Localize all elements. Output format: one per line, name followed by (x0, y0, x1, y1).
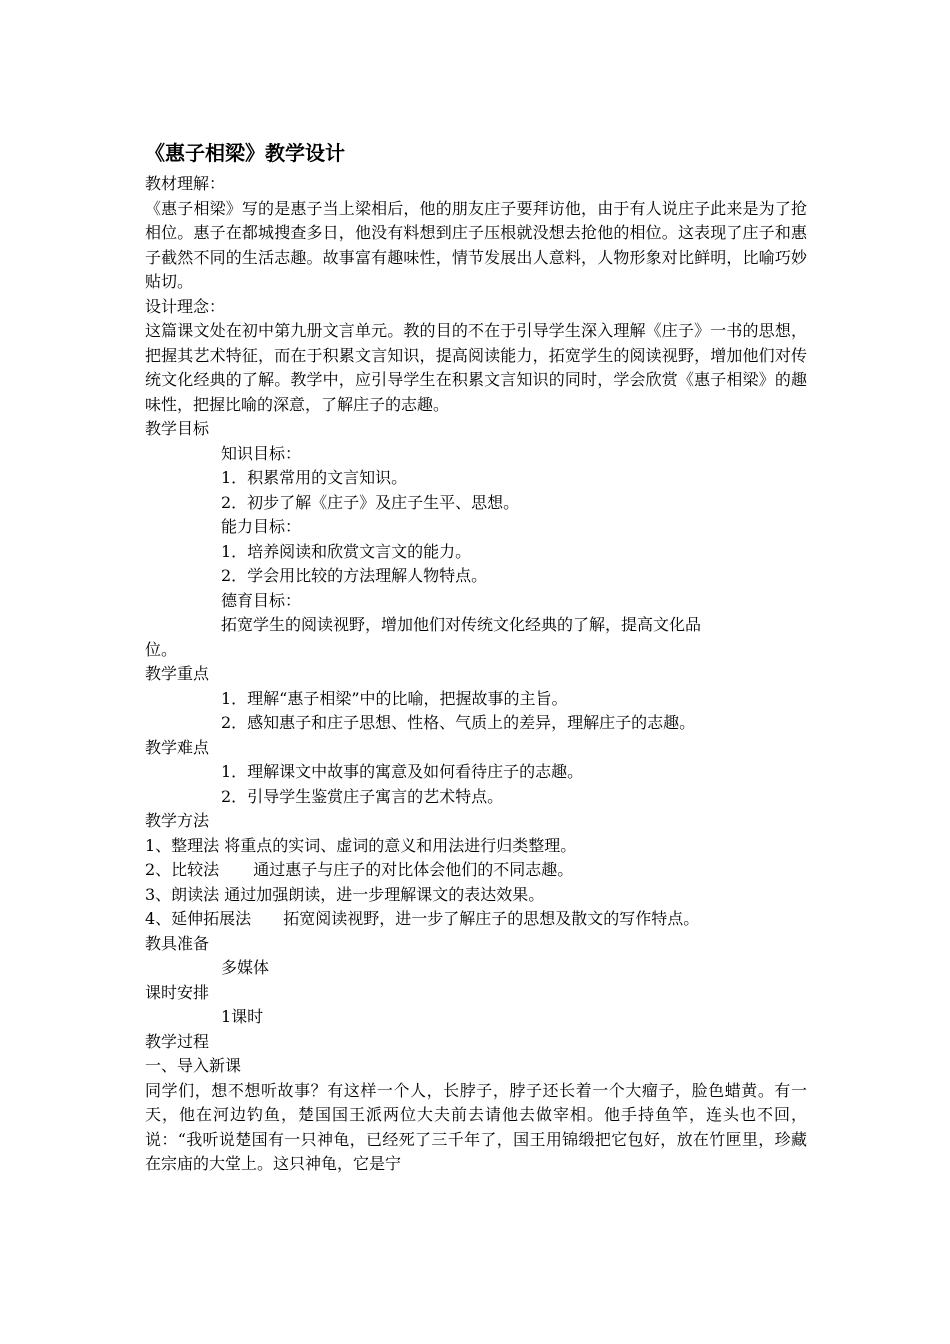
process-step-heading: 一、导入新课 (145, 1056, 242, 1075)
paragraph-introduction: 同学们，想不想听故事？有这样一个人，长脖子，脖子还长着一个大瘤子，脸色蜡黄。有一天，他在河边钓鱼，楚国国王派两位大夫前去请他去做宰相。他手持鱼竿，连头也不回，说：“我听说楚国有一只神龟，已经死了三千年了，国王用锦缎把它包好，放在竹匣里，珍藏在宗庙的大堂上。这只神龟，它是宁 (145, 1080, 807, 1173)
ability-goal-label: 能力目标： (221, 517, 302, 536)
paragraph-concept: 这篇课文处在初中第九册文言单元。教的目的不在于引导学生深入理解《庄子》一书的思想，把握其艺术特征，而在于积累文言知识，提高阅读能力，拓宽学生的阅读视野，增加他们对传统文化经典的了解。教学中，应引导学生在积累文言知识的同时，学会欣赏《惠子相梁》的趣味性，把握比喻的深意，了解庄子的志趣。 (145, 321, 807, 414)
document-body (145, 138, 807, 1177)
method-item: 3、朗读法 通过加强朗读，进一步理解课文的表达效果。 (145, 884, 545, 904)
knowledge-goal-item: 2．初步了解《庄子》及庄子生平、思想。 (221, 492, 520, 512)
section-heading-key-points: 教学重点 (145, 664, 210, 683)
moral-goal-text: 拓宽学生的阅读视野，增加他们对传统文化经典的了解，提高文化品 (221, 615, 702, 634)
moral-goal-label: 德育目标： (221, 590, 302, 610)
paragraph-material: 《惠子相梁》写的是惠子当上梁相后，他的朋友庄子要拜访他，由于有人说庄子此来是为了抢相位。惠子在都城搜查多日，他没有料想到庄子压根就没想去抢他的相位。这表现了庄子和惠子截然不同的生活志趣。故事富有趣味性，情节发展出人意料，人物形象对比鲜明，比喻巧妙贴切。 (145, 198, 807, 291)
method-item: 1、整理法 将重点的实词、虚词的意义和用法进行归类整理。 (145, 835, 577, 855)
section-heading-concept: 设计理念： (145, 296, 226, 316)
knowledge-goal-label: 知识目标： (221, 443, 302, 463)
ability-goal-item: 2．学会用比较的方法理解人物特点。 (221, 566, 488, 585)
method-name: 4、延伸拓展法 (145, 909, 252, 928)
method-name: 2、比较法 (145, 860, 220, 879)
section-heading-material: 教材理解： (145, 174, 226, 193)
moral-goal-text-continued: 位。 (145, 639, 178, 659)
tools-value: 多媒体 (221, 958, 270, 977)
difficult-point-item: 2．引导学生鉴赏庄子寓言的艺术特点。 (221, 786, 504, 806)
schedule-value: 1课时 (221, 1007, 264, 1026)
method-item (145, 858, 807, 883)
key-point-item: 2．感知惠子和庄子思想、性格、气质上的差异，理解庄子的志趣。 (221, 713, 696, 732)
method-item (145, 907, 807, 932)
key-point-item: 1．理解“惠子相梁”中的比喻，把握故事的主旨。 (221, 688, 568, 708)
method-desc: 拓宽阅读视野，进一步了解庄子的思想及散文的写作特点。 (283, 909, 700, 928)
section-heading-tools: 教具准备 (145, 933, 210, 953)
ability-goal-item: 1．培养阅读和欣赏文言文的能力。 (221, 541, 472, 561)
method-desc: 通过惠子与庄子的对比体会他们的不同志趣。 (253, 860, 574, 879)
section-heading-process: 教学过程 (145, 1031, 210, 1051)
section-heading-difficult-points: 教学难点 (145, 737, 210, 757)
knowledge-goal-item: 1．积累常用的文言知识。 (221, 468, 408, 487)
section-heading-methods: 教学方法 (145, 811, 210, 830)
document-title: 《惠子相梁》教学设计 (145, 141, 345, 165)
difficult-point-item: 1．理解课文中故事的寓意及如何看待庄子的志趣。 (221, 762, 584, 781)
section-heading-schedule: 课时安排 (145, 982, 210, 1002)
section-heading-goals: 教学目标 (145, 419, 210, 438)
